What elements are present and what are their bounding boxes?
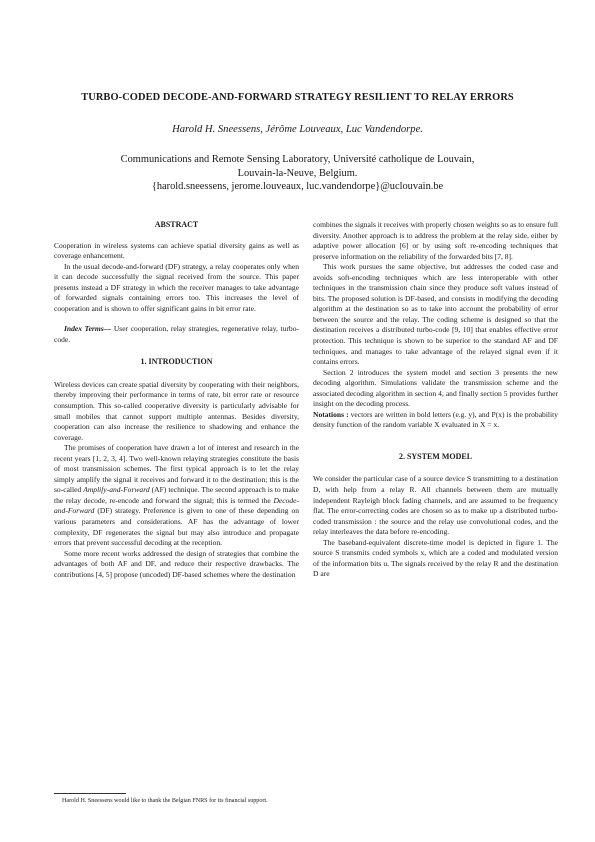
- left-column: [54, 220, 299, 580]
- index-terms-label: Index Terms—: [64, 324, 112, 334]
- paper-title: TURBO-CODED DECODE-AND-FORWARD STRATEGY RESILIENT TO RELAY ERRORS: [81, 92, 514, 103]
- system-model-heading: 2. SYSTEM MODEL: [398, 451, 473, 461]
- intro-paragraph-1: Wireless devices can create spatial diversity by cooperating with their neighbors, thereby improving their performance in terms of rate, bit error rate or resource consumption. This so-called cooperative diversity is particularly advisable for small mobiles that cannot support multiple antennas. Besides diversity, cooperation can also increase the resilience to shadowing and enhance the coverage.: [54, 379, 299, 442]
- system-model-paragraph-2: The baseband-equivalent discrete-time model is depicted in figure 1. The source S transmits coded symbols x, which are a coded and modulated version of the information bits u. The signals received by the relay R and the destination D are: [313, 537, 558, 579]
- intro-paragraph-3: Some more recent works addressed the design of strategies that combine the advantages of both AF and DF, and reduce their respective drawbacks. The contributions [4, 5] propose (uncoded) DF-based schemes where the destination: [54, 548, 299, 579]
- footnote: Harold H. Sneessens would like to thank the Belgian FNRS for its financial support.: [62, 798, 268, 804]
- right-column: [313, 220, 558, 580]
- term-amplify-and-forward: Amplify-and-Forward: [83, 485, 150, 495]
- intro-p2-part-c: (DF) strategy. Preference is given to one of these depending on various parameters and considerations. AF has the advantage of lower complexity, DF regenerates the signal but may also introduce and propagate errors that prevent successful decoding at the reception.: [54, 506, 299, 548]
- intro-continued-paragraph: combines the signals it receives with properly chosen weights so as to ensure full diversity. Another approach is to address the problem at the relay side, either by adaptive power allocation [6] or by using soft re-encoding techniques that preserve information on the reliability of the forwarded bits [7, 8].: [313, 220, 559, 261]
- affiliation-block: [0, 153, 595, 194]
- objective-paragraph: This work pursues the same objective, but addresses the coded case and avoids soft-encoding techniques which are less interoperable with other techniques in the transmission chain since they produce soft values instead of bits. The proposed solution is DF-based, and consists in modifying the decoding algorithm at the destination so as to take into account the probability of error between the source and the relay. The coding scheme is designed so that the destination receives a distributed turbo-code [9, 10] that enables effective error protection. This technique is shown to be superior to the standard AF and DF techniques, and manages to take advantage of the relayed signal even if it contains errors.: [313, 262, 558, 367]
- intro-p2-part-b: (AF) technique. The second approach is to make the relay decode, re-encode and forward the signal; this is termed the: [54, 485, 299, 505]
- system-model-paragraph-1: We consider the particular case of a source device S transmitting to a destination D, with help from a relay R. All channels between them are mutually independent Rayleigh block fading channels, and are assumed to be frequency flat. The error-correcting codes are chosen so as to make up a distributed turbo-coded transmission : the source and the relay use convolutional codes, and the relay interleaves the data before re-encoding.: [313, 474, 558, 537]
- abstract-paragraph-1: Cooperation in wireless systems can achieve spatial diversity gains as well as coverage enhancement.: [54, 240, 299, 261]
- index-terms: [54, 324, 299, 345]
- abstract-paragraph-2: In the usual decode-and-forward (DF) strategy, a relay cooperates only when it can decode successfully the signal received from the source. This paper presents instead a DF strategy in which the receiver manages to take advantage of forwarded signals containing errors too. This increases the level of cooperation and is shown to offer significant gains in bit error rate.: [54, 261, 299, 313]
- outline-paragraph: Section 2 introduces the system model and section 3 presents the new decoding algorithm. Simulations validate the transmission scheme and the associated decoding algorithm in section 4, and finally section 5 provides further insight on the decoding process.: [313, 367, 558, 409]
- term-decode-and-forward: Decode-and-Forward: [54, 495, 299, 516]
- intro-p2-part-a: The promises of cooperation have drawn a lot of interest and research in the recent years [1, 2, 3, 4]. Two well-known relaying strategies constitute the basis of most transmission schemes. The first typical approach is to let the relay simply amplify the signal it receives and forward it to the destination; this is the so-called: [54, 443, 299, 495]
- index-terms-text: User cooperation, relay strategies, regenerative relay, turbo-code.: [54, 324, 299, 344]
- notations-label: Notations :: [313, 409, 349, 419]
- footnote-rule: [54, 793, 126, 794]
- author-list: Harold H. Sneessens, Jérôme Louveaux, Luc Vandendorpe.: [172, 124, 423, 135]
- abstract-heading: ABSTRACT: [154, 220, 199, 229]
- intro-paragraph-2: [54, 443, 299, 548]
- notations-paragraph: [313, 410, 558, 431]
- author-emails: {harold.sneessens, jerome.louveaux, luc.vandendorpe}@uclouvain.be: [151, 181, 444, 192]
- notations-text: vectors are written in bold letters (e.g. y), and P(x) is the probability density function of the random variable X evaluated in X = x.: [313, 409, 558, 430]
- affiliation-line-2: Louvain-la-Neuve, Belgium.: [237, 167, 358, 179]
- intro-heading: 1. INTRODUCTION: [140, 357, 213, 367]
- affiliation-line-1: Communications and Remote Sensing Laboratory, Université catholique de Louvain,: [120, 154, 475, 165]
